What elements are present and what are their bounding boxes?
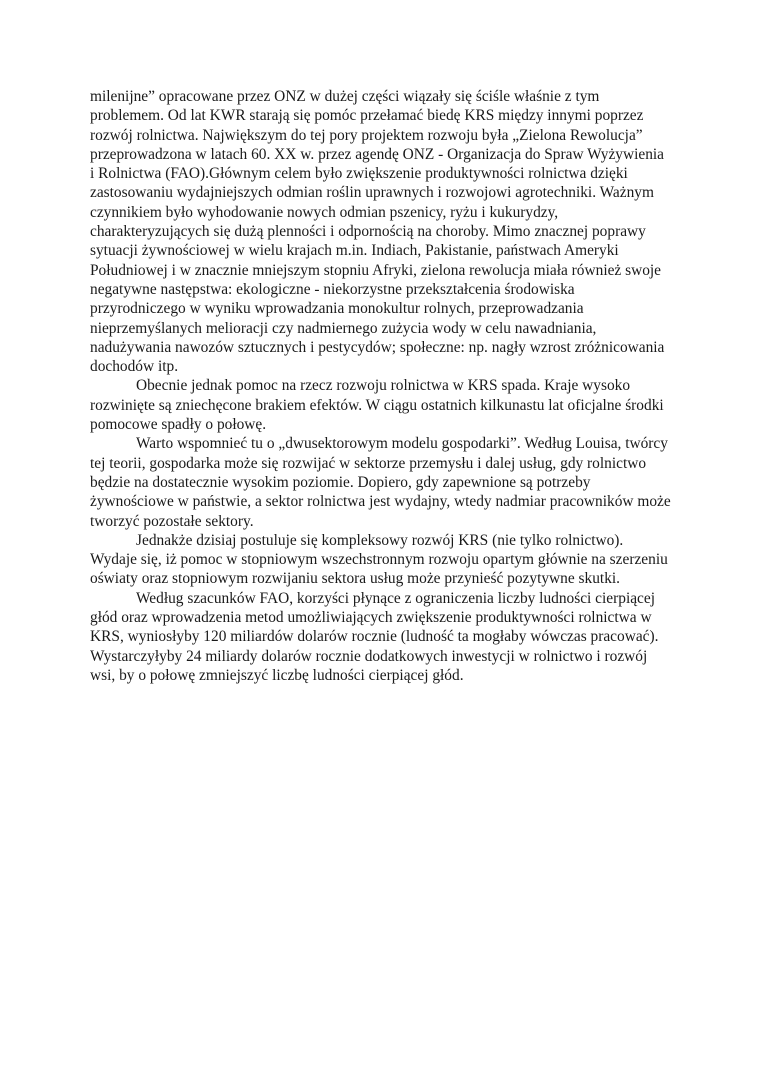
- text-line: negatywne następstwa: ekologiczne - niekorzystne przekształcenia środowiska: [90, 280, 575, 298]
- text-line-indented: Obecnie jednak pomoc na rzecz rozwoju rolnictwa w KRS spada. Kraje wysoko: [136, 377, 631, 395]
- text-line: rozwinięte są zniechęcone brakiem efektów. W ciągu ostatnich kilkunastu lat oficjalne środki: [90, 396, 664, 414]
- text-line: pomocowe spadły o połowę.: [90, 416, 267, 434]
- text-line: sytuacji żywnościowej w wielu krajach m.in. Indiach, Pakistanie, państwach Ameryki: [90, 242, 619, 260]
- text-line-indented: Według szacunków FAO, korzyści płynące z ograniczenia liczby ludności cierpiącej: [136, 589, 655, 607]
- text-line: rozwój rolnictwa. Największym do tej pory projektem rozwoju była „Zielona Rewolucja”: [90, 126, 643, 144]
- text-line: dochodów itp.: [90, 358, 179, 376]
- text-line: zastosowaniu wydajniejszych odmian roślin uprawnych i rozwojowi agrotechniki. Ważnym: [90, 184, 654, 202]
- text-line: milenijne” opracowane przez ONZ w dużej części wiązały się ściśle właśnie z tym: [90, 88, 600, 105]
- text-line: i Rolnictwa (FAO).Głównym celem było zwiększenie produktywności rolnictwa dzięki: [90, 165, 628, 183]
- text-line-indented: Jednakże dzisiaj postuluje się kompleksowy rozwój KRS (nie tylko rolnictwo).: [136, 531, 624, 549]
- paragraph-1: [90, 87, 680, 376]
- text-line: będzie na dostatecznie wysokim poziomie. Dopiero, gdy zapewnione są potrzeby: [90, 473, 591, 491]
- paragraph-5: [90, 589, 680, 685]
- text-line: przyrodniczego w wyniku wprowadzania monokultur rolnych, przeprowadzania: [90, 300, 584, 318]
- text-line: głód oraz wprowadzenia metod umożliwiających zwiększenie produktywności rolnictwa w: [90, 609, 652, 627]
- text-line: tej teorii, gospodarka może się rozwijać w sektorze przemysłu i dalej usług, gdy rolnictwo: [90, 454, 647, 472]
- text-line: żywnościowe w państwie, a sektor rolnictwa jest wydajny, wtedy nadmiar pracowników może: [90, 493, 671, 511]
- text-line: Wystarczyłyby 24 miliardy dolarów rocznie dodatkowych inwestycji w rolnictwo i rozwój: [90, 647, 648, 665]
- text-line: czynnikiem było wyhodowanie nowych odmian pszenicy, ryżu i kukurydzy,: [90, 203, 559, 221]
- text-line: nadużywania nawozów sztucznych i pestycydów; społeczne: np. nagły wzrost zróżnicowania: [90, 338, 665, 356]
- text-line: przeprowadzona w latach 60. XX w. przez agendę ONZ - Organizacja do Spraw Wyżywienia: [90, 145, 664, 163]
- paragraph-4: [90, 531, 680, 589]
- text-line: Wydaje się, iż pomoc w stopniowym wszechstronnym rozwoju opartym głównie na szerzeniu: [90, 551, 668, 569]
- text-line: Południowej i w znacznie mniejszym stopniu Afryki, zielona rewolucja miała również swoje: [90, 261, 662, 279]
- text-line: tworzyć pozostałe sektory.: [90, 512, 254, 530]
- text-line: charakteryzujących się dużą plenności i odpornością na choroby. Mimo znacznej poprawy: [90, 223, 646, 241]
- text-line: nieprzemyślanych melioracji czy nadmiernego zużycia wody w celu nawadniania,: [90, 319, 597, 337]
- text-line: problemem. Od lat KWR starają się pomóc przełamać biedę KRS między innymi poprzez: [90, 107, 644, 125]
- text-line: KRS, wyniosłyby 120 miliardów dolarów rocznie (ludność ta mogłaby wówczas pracować).: [90, 628, 659, 646]
- paragraph-3: [90, 434, 680, 530]
- text-line: wsi, by o połowę zmniejszyć liczbę ludności cierpiącej głód.: [90, 666, 464, 684]
- text-line-indented: Warto wspomnieć tu o „dwusektorowym modelu gospodarki”. Według Louisa, twórcy: [136, 435, 668, 453]
- text-line: oświaty oraz stopniowym rozwijaniu sektora usług może przynieść pozytywne skutki.: [90, 570, 621, 588]
- paragraph-2: [90, 376, 680, 434]
- document-body: [90, 87, 680, 685]
